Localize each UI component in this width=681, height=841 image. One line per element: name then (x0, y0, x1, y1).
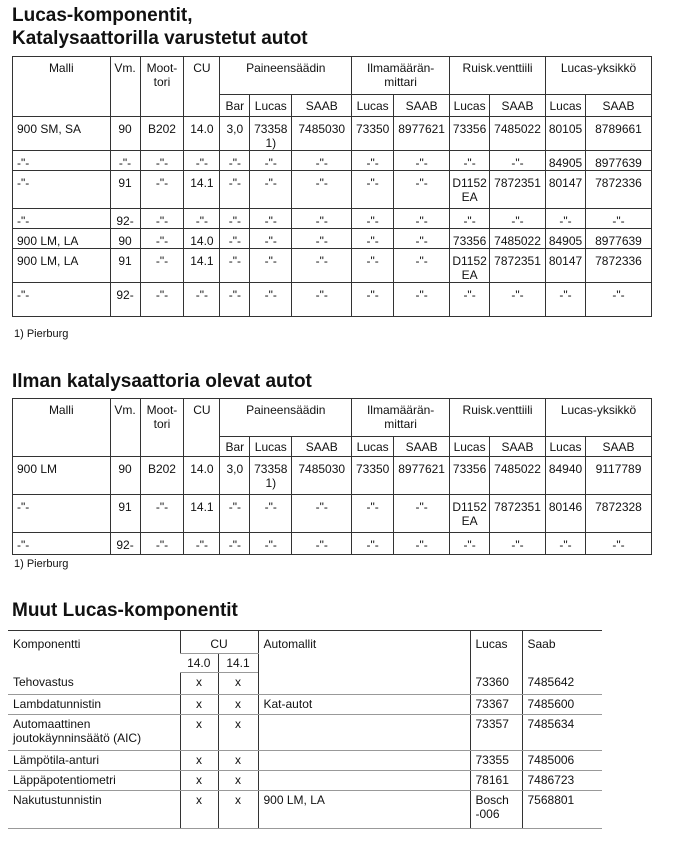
subheader-bar: Bar (220, 437, 250, 457)
title-line2: Katalysaattorilla varustetut autot (12, 28, 308, 49)
table-cell: 900 LM, LA (13, 229, 111, 249)
header-saab: Saab (522, 631, 602, 673)
header-lucas: Lucas (470, 631, 522, 673)
table-cell: -"- (546, 283, 586, 317)
table-cell: 91 (110, 171, 140, 209)
table-cell: -"- (450, 151, 490, 171)
table-cell: 80146 (546, 495, 586, 533)
table-cell: 7872351 (490, 495, 546, 533)
table-cell: x (218, 715, 258, 751)
table-cell (258, 715, 470, 751)
table-cell: 9117789 (585, 457, 651, 495)
table-cell: -"- (490, 533, 546, 555)
table-cell: 7872328 (585, 495, 651, 533)
table-cell: -"- (220, 495, 250, 533)
table-cell: 73350 (352, 457, 394, 495)
table-cell: x (218, 751, 258, 771)
table-cell: -"- (140, 249, 184, 283)
table-cell: -"- (450, 209, 490, 229)
subheader-saab: SAAB (585, 437, 651, 457)
catalyst-components-table (12, 56, 652, 317)
table-cell: 7485642 (522, 673, 602, 695)
table-cell: -"- (220, 249, 250, 283)
table-cell: B202 (140, 457, 184, 495)
section2-title: Ilman katalysaattoria olevat autot (12, 371, 312, 392)
table-cell: Läppäpotentiometri (8, 771, 180, 791)
table-cell: Tehovastus (8, 673, 180, 695)
subheader-saab: SAAB (490, 95, 546, 117)
header-lucasyksikko: Lucas-yksikkö (546, 57, 652, 95)
table-row (13, 151, 652, 171)
table-cell (258, 771, 470, 791)
table-cell: 73358 1) (250, 457, 292, 495)
table-cell: 7485030 (292, 117, 352, 151)
table-cell: x (180, 791, 218, 829)
table-cell: D1152 EA (450, 249, 490, 283)
table-row (8, 771, 602, 791)
table-cell: -"- (140, 495, 184, 533)
table-cell: -"- (13, 495, 111, 533)
table-cell: 14.1 (184, 171, 220, 209)
table-cell: x (218, 695, 258, 715)
table-cell: -"- (140, 283, 184, 317)
header-vm: Vm. (110, 399, 140, 457)
header-malli: Malli (13, 57, 111, 117)
table-cell: -"- (250, 171, 292, 209)
table-cell: 92- (110, 283, 140, 317)
table-cell: 92- (110, 209, 140, 229)
table-cell: B202 (140, 117, 184, 151)
section3-title: Muut Lucas-komponentit (12, 600, 238, 621)
table-cell: 73355 (470, 751, 522, 771)
table-cell: 73357 (470, 715, 522, 751)
header-cu-140: 14.0 (180, 654, 218, 673)
table-cell: 73356 (450, 457, 490, 495)
table-cell: 91 (110, 495, 140, 533)
table-cell: -"- (140, 171, 184, 209)
header-paineensaadin: Paineensäädin (220, 399, 352, 437)
subheader-saab: SAAB (394, 437, 450, 457)
table-cell: 900 SM, SA (13, 117, 111, 151)
header-moottori: Moot- tori (140, 399, 184, 457)
table-cell: x (218, 673, 258, 695)
table-cell: -"- (250, 209, 292, 229)
subheader-lucas: Lucas (450, 437, 490, 457)
subheader-saab: SAAB (292, 437, 352, 457)
table-row (8, 751, 602, 771)
subheader-lucas: Lucas (250, 437, 292, 457)
table-cell: 84905 (546, 151, 586, 171)
table-cell: -"- (140, 533, 184, 555)
table-cell: 8977639 (585, 151, 651, 171)
header-ruiskventtiili: Ruisk.venttiili (450, 399, 546, 437)
table-cell: -"- (292, 495, 352, 533)
table-cell: 14.0 (184, 117, 220, 151)
table-cell: x (180, 673, 218, 695)
table-cell: 7485030 (292, 457, 352, 495)
table-cell: x (218, 771, 258, 791)
table-cell: 8789661 (585, 117, 651, 151)
table-row (13, 229, 652, 249)
header-cu-141: 14.1 (218, 654, 258, 673)
table-cell: 14.0 (184, 457, 220, 495)
table-cell: 14.1 (184, 495, 220, 533)
table-cell: 7486723 (522, 771, 602, 791)
table-cell: 80105 (546, 117, 586, 151)
table-cell: -"- (490, 283, 546, 317)
table-cell: -"- (220, 171, 250, 209)
subheader-lucas: Lucas (546, 95, 586, 117)
table-cell: 92- (110, 533, 140, 555)
header-ruiskventtiili: Ruisk.venttiili (450, 57, 546, 95)
table-cell: 73356 (450, 229, 490, 249)
table-cell: -"- (13, 171, 111, 209)
table-cell: -"- (250, 249, 292, 283)
table-cell: -"- (220, 209, 250, 229)
table-cell: -"- (13, 283, 111, 317)
table-cell: -"- (110, 151, 140, 171)
table-cell: -"- (352, 151, 394, 171)
table-cell: 900 LM (13, 457, 111, 495)
title-line1: Lucas-komponentit, (12, 5, 193, 26)
table-cell: 7485022 (490, 229, 546, 249)
table-cell: 84905 (546, 229, 586, 249)
table-cell: -"- (13, 209, 111, 229)
subheader-lucas: Lucas (250, 95, 292, 117)
table-cell: -"- (292, 283, 352, 317)
table-cell (258, 673, 470, 695)
table-cell: -"- (184, 533, 220, 555)
table-cell: -"- (585, 209, 651, 229)
table-cell: Bosch -006 (470, 791, 522, 829)
table-row (13, 457, 652, 495)
table-cell: 7872351 (490, 249, 546, 283)
table-cell: 7872336 (585, 249, 651, 283)
table-cell: Lambdatunnistin (8, 695, 180, 715)
table-cell: 3,0 (220, 457, 250, 495)
table-cell: -"- (394, 249, 450, 283)
table-row (13, 171, 652, 209)
table-cell: -"- (546, 209, 586, 229)
table-cell: -"- (450, 533, 490, 555)
subheader-lucas: Lucas (546, 437, 586, 457)
table-cell: -"- (292, 533, 352, 555)
table-cell: 7872351 (490, 171, 546, 209)
subheader-saab: SAAB (394, 95, 450, 117)
table-cell: -"- (292, 171, 352, 209)
header-vm: Vm. (110, 57, 140, 117)
header-cu: CU (184, 57, 220, 117)
table-cell: -"- (250, 151, 292, 171)
table-cell: -"- (140, 209, 184, 229)
table-cell: 73356 (450, 117, 490, 151)
table-cell: -"- (220, 283, 250, 317)
table-cell: 7485634 (522, 715, 602, 751)
footnote-1: 1) Pierburg (14, 328, 69, 340)
table-cell (258, 751, 470, 771)
table-cell: -"- (250, 495, 292, 533)
table-cell: -"- (394, 171, 450, 209)
table-cell: -"- (250, 283, 292, 317)
table-cell: -"- (352, 283, 394, 317)
header-cu: CU (184, 399, 220, 457)
table-cell: 73350 (352, 117, 394, 151)
table-row (13, 495, 652, 533)
table-cell: 8977621 (394, 117, 450, 151)
table-cell: -"- (352, 209, 394, 229)
table-cell: 84940 (546, 457, 586, 495)
table-cell: 90 (110, 457, 140, 495)
table-cell: -"- (220, 229, 250, 249)
table-cell: 8977621 (394, 457, 450, 495)
table-row (13, 283, 652, 317)
table-row (13, 209, 652, 229)
header-komponentti: Komponentti (13, 637, 81, 651)
header-lucasyksikko: Lucas-yksikkö (546, 399, 652, 437)
table-cell: 900 LM, LA (13, 249, 111, 283)
table-cell: Lämpötila-anturi (8, 751, 180, 771)
header-malli: Malli (13, 399, 111, 457)
table-cell: Kat-autot (258, 695, 470, 715)
table-cell: 14.1 (184, 249, 220, 283)
subheader-saab: SAAB (585, 95, 651, 117)
other-components-table (8, 630, 602, 829)
table-cell: -"- (394, 283, 450, 317)
header-moottori: Moot- tori (140, 57, 184, 117)
table-cell: -"- (352, 229, 394, 249)
table-cell: 73358 1) (250, 117, 292, 151)
table-cell: -"- (585, 533, 651, 555)
table-cell: 80147 (546, 249, 586, 283)
table-row (13, 117, 652, 151)
table-cell: -"- (292, 229, 352, 249)
table-cell: x (180, 715, 218, 751)
table-cell: -"- (394, 151, 450, 171)
table-cell: -"- (140, 151, 184, 171)
table-cell: -"- (13, 151, 111, 171)
table-cell: x (180, 751, 218, 771)
table-cell: -"- (13, 533, 111, 555)
table-cell: D1152 EA (450, 495, 490, 533)
table-cell: -"- (352, 495, 394, 533)
table-row (13, 249, 652, 283)
section1-title (12, 4, 308, 50)
header-paineensaadin: Paineensäädin (220, 57, 352, 95)
table-row (8, 695, 602, 715)
subheader-lucas: Lucas (450, 95, 490, 117)
table-row (8, 673, 602, 695)
table-cell: 7485022 (490, 117, 546, 151)
table-cell: -"- (490, 151, 546, 171)
table-row (8, 715, 602, 751)
table-cell: D1152 EA (450, 171, 490, 209)
subheader-bar: Bar (220, 95, 250, 117)
table-cell: -"- (546, 533, 586, 555)
table-cell: 7568801 (522, 791, 602, 829)
footnote-2: 1) Pierburg (14, 558, 69, 570)
table-cell: 73367 (470, 695, 522, 715)
table-row (13, 533, 652, 555)
table-cell: 3,0 (220, 117, 250, 151)
table-cell: Automaattinen joutokäynninsäätö (AIC) (8, 715, 180, 751)
table-cell: x (180, 695, 218, 715)
subheader-saab: SAAB (292, 95, 352, 117)
table-cell: -"- (352, 249, 394, 283)
table-cell: -"- (220, 533, 250, 555)
table-cell: 90 (110, 117, 140, 151)
table-row (8, 791, 602, 829)
table-cell: 73360 (470, 673, 522, 695)
table-cell: x (218, 791, 258, 829)
table-cell: 7485600 (522, 695, 602, 715)
table-cell: 900 LM, LA (258, 791, 470, 829)
table-cell: 8977639 (585, 229, 651, 249)
table-cell: -"- (292, 249, 352, 283)
table-cell: -"- (394, 533, 450, 555)
table-cell: -"- (250, 229, 292, 249)
table-cell: 80147 (546, 171, 586, 209)
table-cell: -"- (140, 229, 184, 249)
table-cell: 91 (110, 249, 140, 283)
table-cell: -"- (250, 533, 292, 555)
table-cell: -"- (184, 283, 220, 317)
header-ilmamaaranmittari: Ilmamäärän- mittari (352, 399, 450, 437)
table-cell: -"- (394, 229, 450, 249)
table-cell: 14.0 (184, 229, 220, 249)
table-cell: -"- (394, 495, 450, 533)
header-cu: CU (180, 631, 258, 654)
no-catalyst-components-table (12, 398, 652, 555)
header-ilmamaaranmittari: Ilmamäärän- mittari (352, 57, 450, 95)
table-cell: -"- (352, 533, 394, 555)
subheader-lucas: Lucas (352, 437, 394, 457)
table-cell: 90 (110, 229, 140, 249)
table-cell: -"- (184, 151, 220, 171)
table-cell: -"- (292, 209, 352, 229)
subheader-lucas: Lucas (352, 95, 394, 117)
table-cell: -"- (220, 151, 250, 171)
table-cell: -"- (352, 171, 394, 209)
table-cell: 7872336 (585, 171, 651, 209)
table-cell: -"- (184, 209, 220, 229)
table-cell: -"- (490, 209, 546, 229)
table-cell: -"- (292, 151, 352, 171)
table-cell: Nakutustunnistin (8, 791, 180, 829)
header-automallit: Automallit (258, 631, 470, 673)
table-cell: 7485006 (522, 751, 602, 771)
table-cell: -"- (450, 283, 490, 317)
table-cell: -"- (394, 209, 450, 229)
table-cell: 7485022 (490, 457, 546, 495)
table-cell: -"- (585, 283, 651, 317)
subheader-saab: SAAB (490, 437, 546, 457)
table-cell: x (180, 771, 218, 791)
table-cell: 78161 (470, 771, 522, 791)
